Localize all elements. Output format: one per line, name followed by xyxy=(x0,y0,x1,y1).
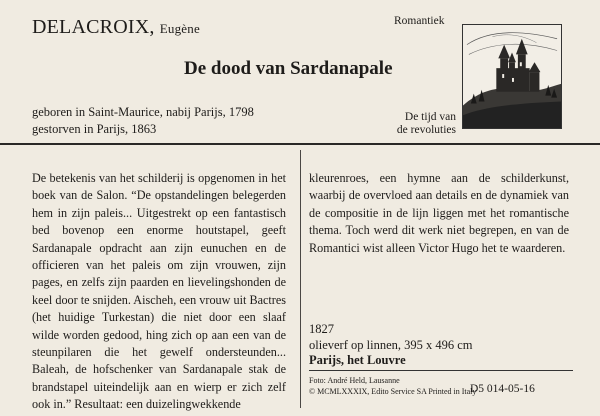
artwork-date: 1827 xyxy=(309,322,334,336)
artwork-title: De dood van Sardanapale xyxy=(184,58,393,79)
photo-credit: Foto: André Held, Lausanne xyxy=(309,376,400,385)
period-line-1: De tijd van xyxy=(404,111,456,123)
artist-last-name: DELACROIX, xyxy=(32,16,155,38)
card-code: D5 014-05-16 xyxy=(470,383,535,395)
footer-divider xyxy=(309,370,573,371)
description-column-1: De betekenis van het schilderij is opgenomen in het boek van de Salon. “De opstandelingen belegerden hem in zijn paleis... Uitgestrekt op een fantastisch bed bovenop een enorme houtstapel, geeft Sardanapale opdracht aan zijn eunuchen en de officieren van het paleis om zijn vrouwen, zijn pages, en zelfs zijn paarden en lievelingshonden de keel door te snijden. Aischeh, een vrouw uit Bactres (het huidige Turkestan) die niet door een slaaf wilde worden gedood, hing zich op aan een van de steunpilaren die het gewelf ondersteunden... Baleah, de hofschenker van Sardanapale stak de brandstapel uiteindelijk aan en wierp er zich zelf ook in.” Resultaat: een duizelingwekkende xyxy=(32,171,286,412)
period-line-2: de revoluties xyxy=(396,124,456,136)
copyright-notice: © MCMLXXXIX, Edito Service SA Printed in Italy xyxy=(309,387,477,396)
artist-biography xyxy=(32,104,254,138)
death-info: gestorven in Parijs, 1863 xyxy=(32,122,157,136)
artist-first-name: Eugène xyxy=(159,21,200,36)
column-divider xyxy=(300,150,301,408)
birth-info: geboren in Saint-Maurice, nabij Parijs, 1798 xyxy=(32,105,254,119)
movement-label: Romantiek xyxy=(394,15,445,27)
artwork-medium: olieverf op linnen, 395 x 496 cm xyxy=(309,338,473,352)
period-label xyxy=(388,111,456,137)
header-divider xyxy=(0,143,600,145)
artwork-location: Parijs, het Louvre xyxy=(309,353,406,367)
artist-name xyxy=(32,16,200,39)
castle-vignette-illustration xyxy=(462,24,562,129)
description-column-2: kleurenroes, een hymne aan de schilderkunst, waarbij de overvloed aan details en de dynamiek van de compositie in de lijn liggen met het romantische thema. Toch werd dit werk niet begrepen, en van de Romantici wist alleen Victor Hugo het te waarderen. xyxy=(309,171,569,255)
